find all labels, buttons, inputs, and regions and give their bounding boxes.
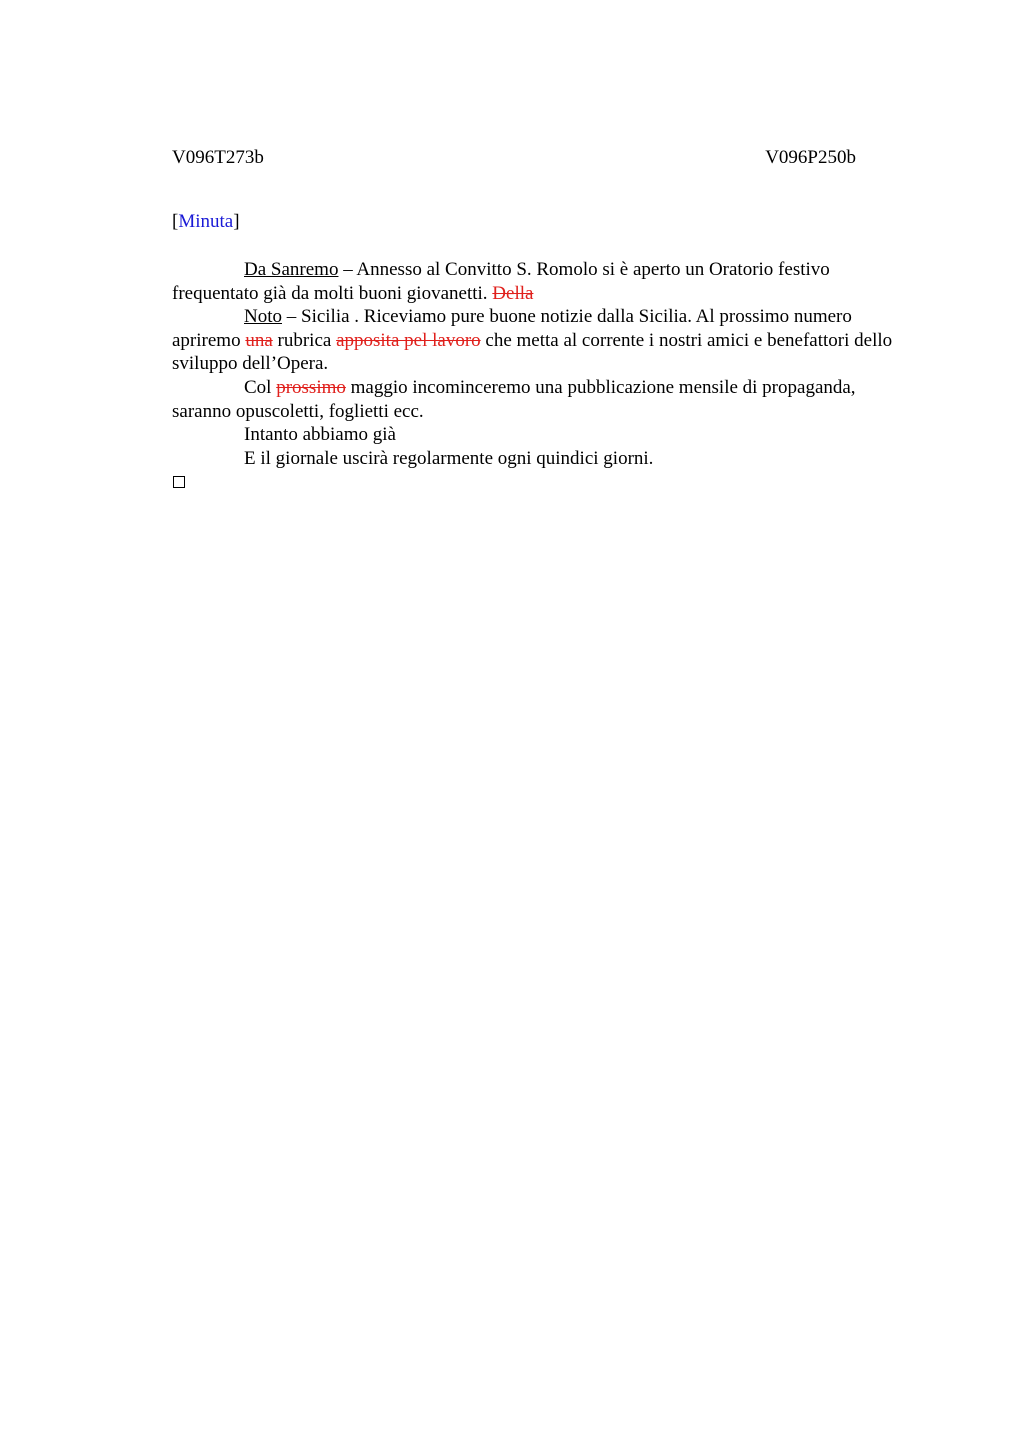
paragraph-text: rubrica: [272, 329, 337, 351]
paragraph-text: – Annesso al Convitto S. Romolo si è aperto un Oratorio festivo frequentato già da molti buoni giovanetti.: [172, 259, 830, 304]
label-open-bracket: [: [172, 211, 179, 232]
paragraph-text: che metta al corrente i nostri amici e benefattori dello sviluppo dell’Opera.: [172, 329, 893, 375]
page-header: [172, 146, 856, 170]
label-text: Minuta: [178, 211, 234, 232]
deleted-text: Della: [492, 282, 534, 304]
paragraph-text: maggio incominceremo una pubblicazione mensile di propaganda, saranno opuscoletti, foglietti ecc.: [172, 376, 856, 422]
empty-checkbox-glyph: [173, 476, 185, 488]
paragraph-text: Col: [244, 376, 277, 398]
document-type-label: [172, 210, 240, 234]
paragraph-sanremo: [172, 258, 912, 305]
paragraph-pubblicazione: [172, 376, 912, 423]
deleted-text: una: [245, 329, 273, 351]
document-code-right: V096P250b: [765, 147, 856, 168]
paragraph-title-noto: Noto: [244, 306, 282, 328]
paragraph-title-sanremo: Da Sanremo: [244, 259, 339, 280]
paragraph-giornale: [172, 447, 912, 471]
paragraph-noto: [172, 305, 912, 376]
paragraph-text: – Sicilia . Riceviamo pure buone notizie dalla Sicilia. Al prossimo numero apriremo: [172, 306, 852, 351]
label-close-bracket: ]: [233, 211, 240, 232]
document-page: [172, 0, 912, 1450]
deleted-text: prossimo: [276, 376, 346, 398]
document-code-left: V096T273b: [172, 147, 264, 168]
paragraph-text: E il giornale uscirà regolarmente ogni quindici giorni.: [244, 447, 654, 469]
deleted-text: apposita pel lavoro: [336, 329, 481, 351]
paragraph-text: Intanto abbiamo già: [244, 424, 396, 446]
paragraph-intanto: [172, 423, 912, 447]
document-body: [172, 258, 912, 488]
